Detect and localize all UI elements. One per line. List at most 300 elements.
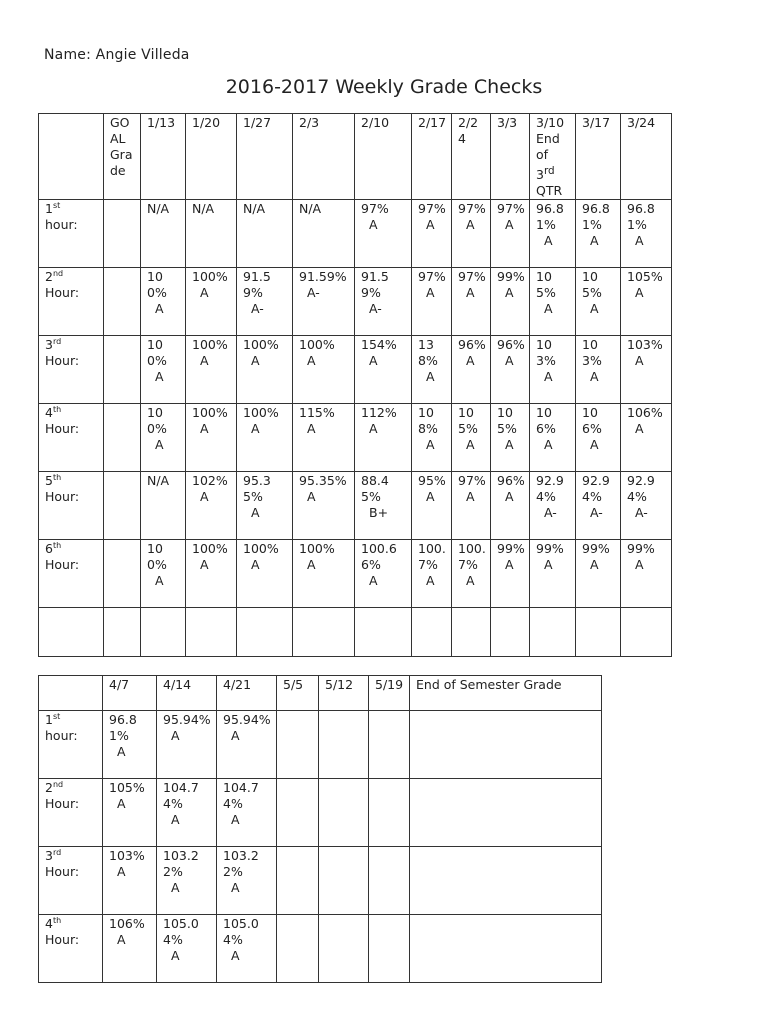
empty-cell [355, 608, 412, 657]
grade-letter: A [635, 233, 644, 249]
empty-row [39, 608, 672, 657]
grade-percent: 105.04% [223, 916, 259, 947]
period-label [45, 780, 63, 795]
grade-percent: N/A [192, 201, 215, 217]
header-text: 2/3 [299, 115, 320, 130]
period-label-cell [39, 404, 104, 472]
grade-percent: 103% [582, 337, 602, 369]
grade-letter: A [307, 489, 316, 505]
grade-cell [621, 472, 672, 540]
header-text: 4/7 [109, 677, 130, 692]
grade-letter: A [544, 369, 553, 385]
period-label [45, 201, 60, 216]
period-ordinal-suffix: th [52, 541, 62, 551]
grade-letter: A [251, 421, 260, 437]
grade-percent: 104.74% [223, 780, 259, 811]
header-text: 5/19 [375, 677, 404, 692]
grade-percent: 103.22% [223, 848, 259, 879]
grade-letter: A [307, 557, 316, 573]
grade-cell [293, 540, 355, 608]
grade-cell [369, 711, 410, 779]
grade-cell [410, 847, 602, 915]
table-row [39, 847, 602, 915]
grade-letter: A [369, 421, 378, 437]
grade-letter: A- [307, 285, 320, 301]
period-ordinal-suffix: th [52, 916, 62, 925]
grade-percent: N/A [147, 201, 170, 217]
grade-letter: A [466, 489, 475, 505]
date-header [104, 114, 141, 200]
period-label [45, 473, 61, 488]
grade-percent: 106% [582, 405, 602, 437]
header-text: 5/12 [325, 677, 354, 692]
period-number: 1 [45, 201, 53, 217]
date-header [217, 676, 277, 711]
grade-letter: A [155, 301, 164, 317]
grade-cell [293, 336, 355, 404]
period-label-cell [39, 779, 103, 847]
table-row [39, 268, 672, 336]
grade-percent: 115% [299, 405, 335, 421]
empty-cell [293, 608, 355, 657]
grade-cell [186, 336, 237, 404]
grade-letter: A [426, 217, 435, 233]
period-ordinal-suffix: th [52, 405, 62, 415]
grade-percent: 105% [582, 269, 602, 301]
corner-cell [39, 676, 103, 711]
grade-percent: N/A [299, 201, 322, 217]
grade-letter: A [251, 505, 260, 521]
grade-percent: 96% [497, 337, 525, 353]
grade-letter: A [635, 421, 644, 437]
date-header [621, 114, 672, 200]
grade-cell [412, 268, 452, 336]
period-number: 3 [45, 848, 53, 863]
grade-percent: 99% [497, 541, 525, 557]
student-name: Name: Angie Villeda [44, 47, 190, 63]
grade-letter: A [117, 796, 126, 811]
grade-percent: 96.81% [627, 201, 655, 233]
grade-cell [369, 847, 410, 915]
grade-percent: 91.59% [243, 269, 271, 301]
grade-letter: A [200, 285, 209, 301]
table-row [39, 472, 672, 540]
quarter-label [536, 163, 571, 183]
grade-letter: A [590, 301, 599, 317]
grade-cell [277, 779, 319, 847]
grade-cell [141, 404, 186, 472]
grade-letter: A [426, 369, 435, 385]
grade-cell [157, 711, 217, 779]
grade-letter: A [171, 728, 180, 743]
grade-letter: A [590, 233, 599, 249]
grade-cell [157, 915, 217, 983]
period-label-cell [39, 200, 104, 268]
grade-letter: A [466, 437, 475, 453]
grade-cell [277, 847, 319, 915]
table-row [39, 540, 672, 608]
grade-letter: A [544, 557, 553, 573]
empty-cell [104, 608, 141, 657]
grade-cell [141, 336, 186, 404]
grade-letter: A [307, 421, 316, 437]
header-text: 3/24 [627, 115, 656, 130]
grade-letter: A [117, 932, 126, 947]
grade-letter: A [635, 285, 644, 301]
grade-letter: A [231, 880, 240, 895]
grade-cell [319, 711, 369, 779]
table-row [39, 779, 602, 847]
header-text: 4/14 [163, 677, 192, 692]
grade-percent: 95.94% [163, 712, 211, 727]
grade-cell [237, 472, 293, 540]
header-text: 3/17 [582, 115, 611, 130]
grade-cell [410, 779, 602, 847]
empty-cell [452, 608, 491, 657]
grade-cell [186, 540, 237, 608]
grade-cell [355, 404, 412, 472]
grade-cell [576, 540, 621, 608]
grade-letter: A [155, 437, 164, 453]
period-word: hour: [45, 728, 78, 743]
empty-cell [186, 608, 237, 657]
grade-percent: 154% [361, 337, 397, 353]
weekly-grades-table [38, 113, 672, 657]
grade-cell [412, 404, 452, 472]
grade-letter: A [590, 369, 599, 385]
period-number: 2 [45, 269, 53, 285]
date-header [410, 676, 602, 711]
period-label [45, 405, 61, 420]
grade-cell [141, 268, 186, 336]
grade-percent: 100% [147, 337, 167, 369]
grade-letter: A [171, 880, 180, 895]
date-header [576, 114, 621, 200]
grade-percent: 97% [497, 201, 525, 217]
grade-cell [103, 779, 157, 847]
grade-letter: A [505, 557, 514, 573]
date-header [369, 676, 410, 711]
grade-cell [530, 268, 576, 336]
grade-cell [452, 540, 491, 608]
grade-cell [104, 404, 141, 472]
grade-letter: A [200, 421, 209, 437]
grade-letter: A [505, 217, 514, 233]
grade-cell [104, 200, 141, 268]
grade-cell [217, 711, 277, 779]
period-label-cell [39, 336, 104, 404]
header-text: 2/17 [418, 115, 447, 130]
grade-percent: 100% [192, 337, 228, 353]
grade-letter: A [117, 864, 126, 879]
grade-cell [157, 779, 217, 847]
grade-cell [277, 915, 319, 983]
grade-cell [355, 540, 412, 608]
grade-letter: A [231, 728, 240, 743]
grade-cell [621, 336, 672, 404]
empty-cell [491, 608, 530, 657]
date-header [293, 114, 355, 200]
grade-percent: 100% [192, 269, 228, 285]
grade-cell [104, 336, 141, 404]
period-number: 4 [45, 916, 53, 931]
header-text: 1/13 [147, 115, 176, 130]
grade-letter: A [369, 573, 378, 589]
header-text: 4/21 [223, 677, 252, 692]
period-ordinal-suffix: rd [52, 848, 62, 857]
grade-letter: B+ [369, 505, 389, 521]
grade-percent: 105% [536, 269, 556, 301]
grade-cell [217, 915, 277, 983]
header-text: GOAL Grade [110, 115, 133, 178]
grade-percent: 102% [192, 473, 228, 489]
grade-percent: 95.35% [299, 473, 347, 489]
period-label-cell [39, 711, 103, 779]
grade-cell [369, 779, 410, 847]
grade-percent: 100% [192, 405, 228, 421]
grade-cell [103, 711, 157, 779]
grade-letter: A [200, 353, 209, 369]
date-header [237, 114, 293, 200]
grade-percent: 97% [458, 269, 486, 285]
grade-percent: N/A [147, 473, 170, 489]
grade-percent: 96.81% [109, 712, 137, 743]
grade-cell [103, 915, 157, 983]
grade-percent: 105% [109, 780, 145, 795]
table-row [39, 915, 602, 983]
grade-percent: 99% [536, 541, 564, 557]
grade-letter: A [505, 285, 514, 301]
grade-cell [141, 472, 186, 540]
period-label-cell [39, 268, 104, 336]
table-row [39, 711, 602, 779]
grade-cell [576, 268, 621, 336]
grade-cell [293, 404, 355, 472]
grade-percent: 100% [243, 541, 279, 557]
grade-percent: 100% [299, 337, 335, 353]
grade-percent: 106% [627, 405, 663, 421]
period-label [45, 541, 61, 556]
grade-cell [104, 472, 141, 540]
period-label [45, 337, 61, 352]
grade-percent: 91.59% [361, 269, 389, 301]
grade-letter: A [466, 285, 475, 301]
period-word: Hour: [45, 557, 80, 573]
period-word: Hour: [45, 421, 80, 437]
grade-letter: A [251, 557, 260, 573]
period-label [45, 916, 61, 931]
grade-cell [412, 200, 452, 268]
grade-cell [452, 268, 491, 336]
grade-cell [412, 472, 452, 540]
period-ordinal-suffix: th [52, 473, 62, 483]
period-label-cell [39, 472, 104, 540]
grade-percent: 105% [458, 405, 478, 437]
grade-percent: 97% [418, 269, 446, 285]
grade-cell [452, 404, 491, 472]
grade-cell [355, 336, 412, 404]
grade-cell [369, 915, 410, 983]
page-title: 2016-2017 Weekly Grade Checks [225, 76, 543, 98]
grade-percent: 97% [418, 201, 446, 217]
quarter-number: 3 [536, 167, 544, 183]
date-header [412, 114, 452, 200]
period-number: 5 [45, 473, 53, 489]
grade-letter: A- [251, 301, 264, 317]
grade-cell [237, 268, 293, 336]
period-ordinal-suffix: rd [52, 337, 62, 347]
grade-cell [319, 915, 369, 983]
grade-cell [141, 200, 186, 268]
period-ordinal-suffix: nd [52, 780, 64, 789]
grade-cell [621, 404, 672, 472]
grade-cell [491, 268, 530, 336]
grade-percent: 105% [627, 269, 663, 285]
grade-letter: A- [590, 505, 603, 521]
grade-percent: 103% [109, 848, 145, 863]
grade-letter: A [505, 489, 514, 505]
empty-cell [237, 608, 293, 657]
period-word: Hour: [45, 864, 80, 879]
grade-percent: 104.74% [163, 780, 199, 811]
grade-cell [452, 472, 491, 540]
header-text: 5/5 [283, 677, 304, 692]
grade-letter: A [155, 573, 164, 589]
header-text: 3/10 End of [536, 115, 565, 162]
period-ordinal-suffix: st [52, 712, 61, 721]
quarter-ordinal-suffix: rd [543, 165, 555, 177]
period-number: 6 [45, 541, 53, 557]
grade-letter: A [426, 489, 435, 505]
grade-cell [530, 200, 576, 268]
grade-cell [237, 540, 293, 608]
grade-letter: A [369, 353, 378, 369]
grade-percent: 105% [497, 405, 517, 437]
grade-percent: 91.59% [299, 269, 347, 285]
grade-cell [410, 915, 602, 983]
grade-percent: 97% [458, 473, 486, 489]
grade-letter: A- [369, 301, 382, 317]
date-header [491, 114, 530, 200]
period-label [45, 712, 60, 727]
empty-cell [621, 608, 672, 657]
grade-percent: 105.04% [163, 916, 199, 947]
grade-cell [576, 404, 621, 472]
grade-cell [530, 540, 576, 608]
period-label-cell [39, 847, 103, 915]
quarter-tail: QTR [536, 183, 563, 199]
grade-cell [237, 404, 293, 472]
grade-cell [217, 779, 277, 847]
grade-percent: 96.81% [582, 201, 610, 233]
grade-percent: 138% [418, 337, 438, 369]
grade-letter: A [369, 217, 378, 233]
date-header [186, 114, 237, 200]
grade-cell [491, 472, 530, 540]
grade-percent: 99% [582, 541, 610, 557]
grade-percent: 103% [627, 337, 663, 353]
grade-letter: A [505, 353, 514, 369]
grade-cell [491, 336, 530, 404]
grade-letter: A [251, 353, 260, 369]
grade-cell [491, 540, 530, 608]
header-text: 1/20 [192, 115, 221, 130]
period-number: 2 [45, 780, 53, 795]
grade-letter: A [231, 948, 240, 963]
grade-percent: 99% [497, 269, 525, 285]
empty-cell [141, 608, 186, 657]
grade-letter: A [171, 948, 180, 963]
grade-letter: A [307, 353, 316, 369]
grade-cell [186, 200, 237, 268]
grade-percent: 106% [109, 916, 145, 931]
grade-letter: A [590, 557, 599, 573]
grade-percent: 100.66% [361, 541, 397, 573]
period-number: 4 [45, 405, 53, 421]
grade-cell [412, 336, 452, 404]
grade-cell [104, 268, 141, 336]
period-word: Hour: [45, 285, 80, 301]
grade-cell [355, 200, 412, 268]
grade-percent: 112% [361, 405, 397, 421]
grade-percent: 108% [418, 405, 438, 437]
grade-percent: 100% [192, 541, 228, 557]
grade-percent: 95.94% [223, 712, 271, 727]
period-number: 3 [45, 337, 53, 353]
grade-percent: 103.22% [163, 848, 199, 879]
grade-percent: 100% [147, 541, 167, 573]
grade-letter: A- [544, 505, 557, 521]
period-word: Hour: [45, 353, 80, 369]
grade-percent: 95.35% [243, 473, 271, 505]
empty-cell [576, 608, 621, 657]
grade-percent: 95% [418, 473, 446, 489]
grade-cell [157, 847, 217, 915]
grade-percent: 96% [458, 337, 486, 353]
grade-cell [217, 847, 277, 915]
grade-cell [621, 540, 672, 608]
period-word: Hour: [45, 932, 80, 947]
grade-cell [293, 472, 355, 540]
table-row [39, 336, 672, 404]
grade-percent: 92.94% [582, 473, 610, 505]
grade-letter: A [466, 217, 475, 233]
grade-percent: 88.45% [361, 473, 389, 505]
grade-percent: N/A [243, 201, 266, 217]
grade-cell [576, 200, 621, 268]
grade-letter: A [635, 353, 644, 369]
grade-cell [576, 336, 621, 404]
period-label [45, 848, 61, 863]
date-header [452, 114, 491, 200]
grade-cell [576, 472, 621, 540]
grade-cell [186, 268, 237, 336]
date-header [157, 676, 217, 711]
grade-cell [104, 540, 141, 608]
grade-percent: 100% [243, 337, 279, 353]
grade-letter: A [231, 812, 240, 827]
grade-percent: 100.7% [458, 541, 486, 573]
header-text: 3/3 [497, 115, 518, 130]
grade-cell [277, 711, 319, 779]
grade-percent: 100% [243, 405, 279, 421]
header-text: 2/10 [361, 115, 390, 130]
semester-grades-table [38, 675, 602, 983]
grade-letter: A [505, 437, 514, 453]
header-text: 1/27 [243, 115, 272, 130]
header-row [39, 114, 672, 200]
grade-percent: 106% [536, 405, 556, 437]
